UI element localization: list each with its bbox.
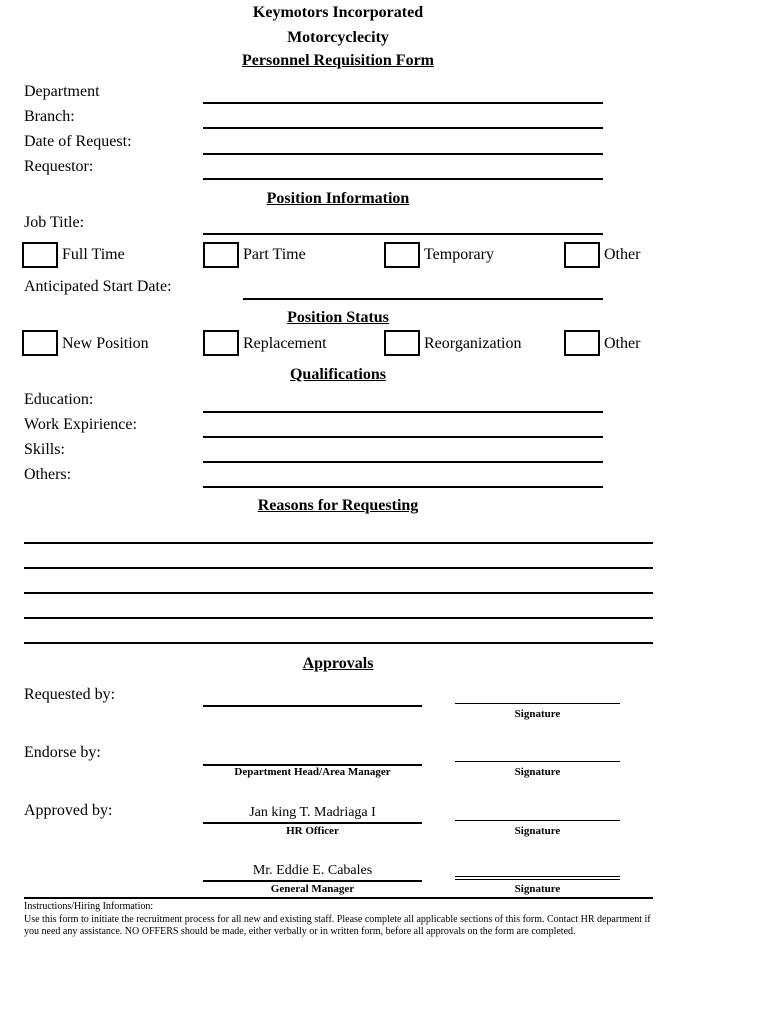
skills-label: Skills: (24, 441, 65, 458)
hr-officer-name: Jan king T. Madriaga I (249, 805, 376, 820)
branch-field[interactable] (203, 127, 603, 129)
general-manager-role: General Manager (270, 883, 355, 895)
other-status-checkbox[interactable] (564, 330, 600, 356)
hr-officer-signature-line[interactable] (455, 820, 620, 821)
subsidiary-name: Motorcyclecity (287, 29, 389, 46)
general-manager-signature-line[interactable] (455, 879, 620, 880)
reason-line-1[interactable] (24, 542, 653, 544)
reorganization-label: Reorganization (424, 335, 522, 352)
date-of-request-field[interactable] (203, 153, 603, 155)
position-information-heading: Position Information (266, 190, 410, 207)
instructions-body: Use this form to initiate the recruitment process for all new and existing staff. Please complete all applicable sections of this form. Contact HR department if you need any assistance. NO OFFERS should be made, either verbally or in written form, before all approvals on the form are completed. (24, 913, 651, 937)
requested-by-label: Requested by: (24, 686, 116, 703)
start-date-field[interactable] (243, 298, 603, 300)
education-label: Education: (24, 391, 94, 408)
department-field[interactable] (203, 102, 603, 104)
general-manager-name-line[interactable] (203, 880, 422, 882)
new-position-checkbox[interactable] (22, 330, 58, 356)
department-label: Department (24, 83, 100, 100)
approvals-heading: Approvals (302, 655, 374, 672)
endorse-by-label: Endorse by: (24, 744, 101, 761)
others-label: Others: (24, 466, 72, 483)
job-title-label: Job Title: (24, 214, 85, 231)
requestor-label: Requestor: (24, 158, 94, 175)
new-position-label: New Position (62, 335, 149, 352)
general-manager-signature-line-top[interactable] (455, 876, 620, 877)
reason-line-4[interactable] (24, 617, 653, 619)
full-time-checkbox[interactable] (22, 242, 58, 268)
part-time-checkbox[interactable] (203, 242, 239, 268)
work-experience-label: Work Expirience: (24, 416, 137, 433)
other-type-label: Other (604, 246, 641, 263)
general-manager-name: Mr. Eddie E. Cabales (252, 863, 373, 878)
other-status-label: Other (604, 335, 641, 352)
reason-line-3[interactable] (24, 592, 653, 594)
requested-by-name-line[interactable] (203, 705, 422, 707)
reason-line-5[interactable] (24, 642, 653, 644)
company-name: Keymotors Incorporated (252, 4, 424, 21)
endorse-by-role: Department Head/Area Manager (234, 766, 391, 778)
reasons-heading: Reasons for Requesting (257, 497, 419, 514)
instructions-block (24, 901, 664, 939)
others-field[interactable] (203, 486, 603, 488)
replacement-checkbox[interactable] (203, 330, 239, 356)
instructions-heading: Instructions/Hiring Information: (24, 901, 154, 912)
requested-by-signature-label: Signature (514, 708, 561, 720)
qualifications-heading: Qualifications (289, 366, 386, 383)
requestor-field[interactable] (203, 178, 603, 180)
reason-line-2[interactable] (24, 567, 653, 569)
hr-officer-name-line[interactable] (203, 822, 422, 824)
date-of-request-label: Date of Request: (24, 133, 132, 150)
work-experience-field[interactable] (203, 436, 603, 438)
instructions-divider (24, 897, 653, 899)
temporary-checkbox[interactable] (384, 242, 420, 268)
general-manager-signature-label: Signature (514, 883, 561, 895)
hr-officer-signature-label: Signature (514, 825, 561, 837)
requested-by-signature-line[interactable] (455, 703, 620, 704)
full-time-label: Full Time (62, 246, 125, 263)
endorse-by-signature-label: Signature (514, 766, 561, 778)
form-title: Personnel Requisition Form (242, 52, 434, 69)
reorganization-checkbox[interactable] (384, 330, 420, 356)
education-field[interactable] (203, 411, 603, 413)
job-title-field[interactable] (203, 233, 603, 235)
position-status-heading: Position Status (287, 309, 389, 326)
endorse-by-signature-line[interactable] (455, 761, 620, 762)
part-time-label: Part Time (243, 246, 306, 263)
skills-field[interactable] (203, 461, 603, 463)
hr-officer-role: HR Officer (286, 825, 339, 837)
replacement-label: Replacement (243, 335, 327, 352)
branch-label: Branch: (24, 108, 75, 125)
start-date-label: Anticipated Start Date: (24, 278, 172, 295)
approved-by-label: Approved by: (24, 802, 113, 819)
temporary-label: Temporary (424, 246, 494, 263)
other-type-checkbox[interactable] (564, 242, 600, 268)
